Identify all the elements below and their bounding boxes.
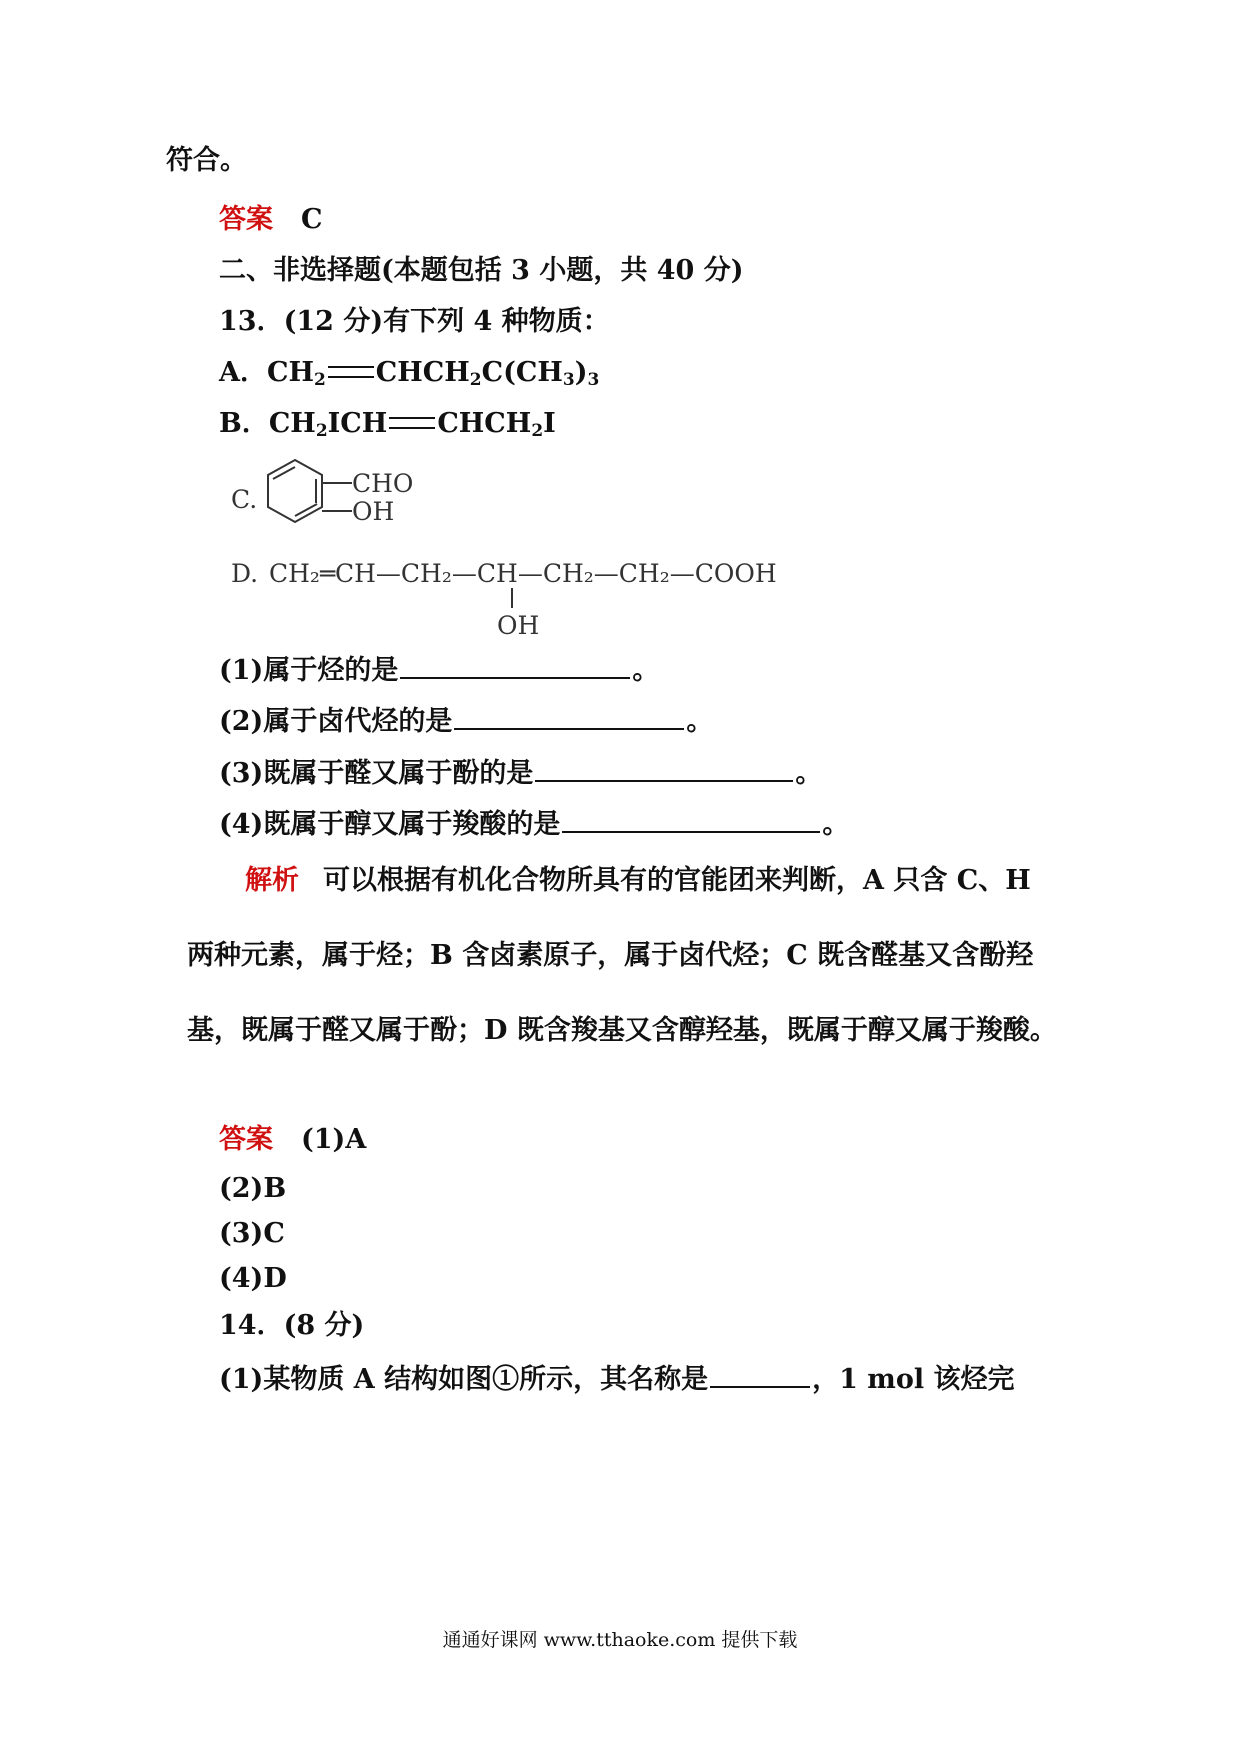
question-14-stem: 14．(8 分): [219, 1310, 365, 1341]
answer-value: C: [301, 204, 323, 235]
answer-3: (3)C: [219, 1218, 285, 1249]
sub-question-1: (1)属于烃的是 。: [219, 651, 659, 689]
hydroxyl-group: OH: [497, 611, 540, 640]
answer-label: 答案: [219, 1124, 273, 1155]
hydroxyl-group: OH: [352, 497, 395, 526]
option-a: A．$CH_2$ $CHCH_2C(CH_3)_3$: [219, 357, 600, 390]
page-footer: 通通好课网 www.tthaoke.com 提供下载: [442, 1629, 798, 1651]
double-bond: [328, 366, 374, 378]
answer-blank[interactable]: [710, 1360, 810, 1388]
answer-blank[interactable]: [454, 702, 684, 730]
option-c-structure: [225, 455, 445, 545]
question-13-stem: 13．(12 分)有下列 4 种物质：: [219, 306, 610, 337]
sub-question-3: (3)既属于醛又属于酚的是 。: [219, 754, 822, 792]
analysis-text: 可以根据有机化合物所具有的官能团来判断，A 只含 C、H 两种元素，属于烃；B 含卤素原子，属于卤代烃；C 既含醛基又含酚羟基，既属于醛又属于酚；D 既含羧基又含醇羟基，既属于醇又属于羧酸。: [187, 865, 1057, 1046]
benzene-ring: [268, 460, 352, 522]
sub-question-2: (2)属于卤代烃的是 。: [219, 702, 713, 740]
option-d-label: D.: [231, 559, 259, 588]
continuation-text: 符合。: [166, 145, 247, 176]
option-c-label: C.: [231, 485, 258, 514]
answer-13: [219, 1122, 366, 1158]
analysis-paragraph: [187, 843, 1057, 1068]
answer-12: [219, 202, 323, 238]
answer-blank[interactable]: [535, 754, 793, 782]
option-b: B．$CH_2ICH$ $CHCH_2I$: [219, 408, 556, 441]
answer-blank[interactable]: [562, 805, 820, 833]
question-14-part-1: (1)某物质 A 结构如图①所示，其名称是 ，1 mol 该烃完: [219, 1360, 1015, 1398]
double-bond: [389, 417, 435, 429]
answer-blank[interactable]: [400, 651, 630, 679]
option-d-formula: CH₂═CH—CH₂—CH—CH₂—CH₂—COOH: [269, 559, 777, 588]
answer-2: (2)B: [219, 1173, 287, 1204]
analysis-label: 解析: [245, 865, 299, 896]
aldehyde-group: CHO: [352, 469, 414, 498]
answer-4: (4)D: [219, 1263, 287, 1294]
section-heading: 二、非选择题(本题包括 3 小题，共 40 分): [219, 255, 744, 286]
answer-label: 答案: [219, 204, 273, 235]
sub-question-4: (4)既属于醇又属于羧酸的是 。: [219, 805, 849, 843]
option-d-structure: [225, 548, 925, 648]
answer-1: (1)A: [301, 1124, 367, 1155]
